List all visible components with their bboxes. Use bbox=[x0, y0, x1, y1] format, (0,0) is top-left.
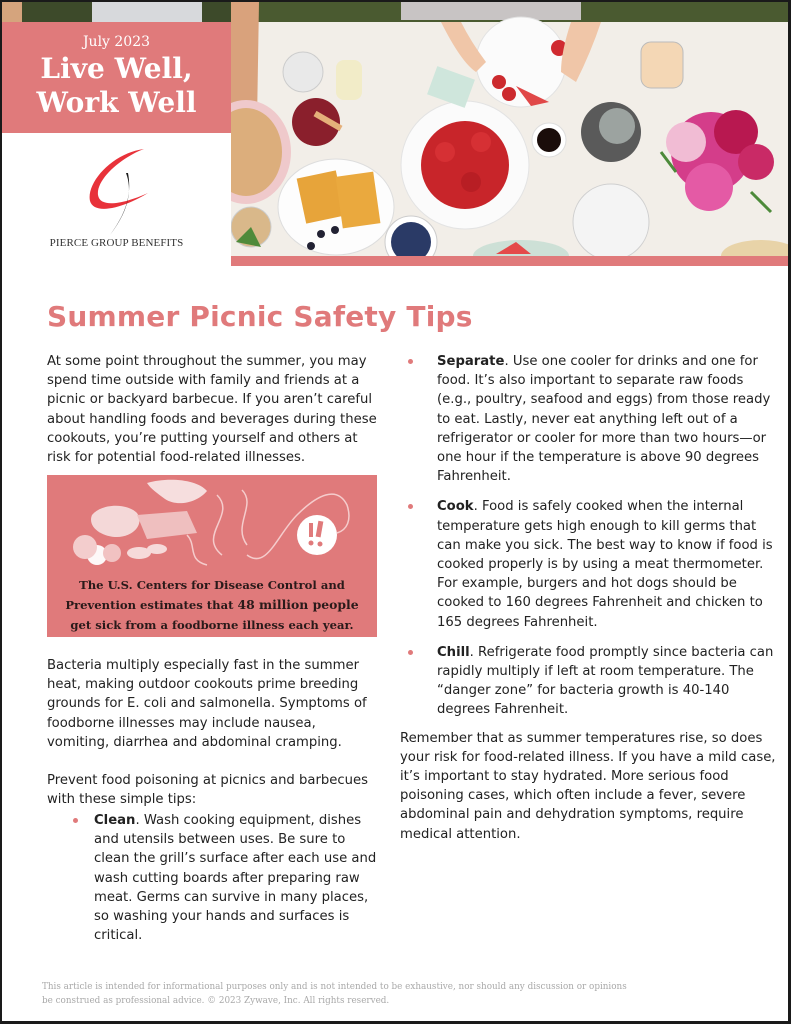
intro-paragraph: At some point throughout the summer, you may spend time outside with family and friends at a picnic or backyard barbecue. If you aren’t careful about handling foods and beverages during these cookouts, you’re putting yourself and others at risk for potential food-related illnesses. bbox=[47, 354, 377, 466]
stat-highlight: 48 million people bbox=[237, 597, 359, 612]
left-column-lower bbox=[47, 656, 382, 828]
article-title: Summer Picnic Safety Tips bbox=[47, 300, 473, 333]
photo-accent-strip bbox=[231, 256, 788, 266]
cdc-infographic bbox=[47, 475, 377, 637]
header-photo bbox=[231, 2, 788, 256]
newsletter-page bbox=[2, 2, 788, 1021]
masthead bbox=[2, 22, 231, 133]
photo-top-strip bbox=[2, 2, 231, 22]
tips-intro: Prevent food poisoning at picnics and barbecues with these simple tips: bbox=[47, 773, 368, 808]
tip-chill: Chill. Refrigerate food promptly since bacteria can rapidly multiply if left at room temperature. The “danger zone” for bacteria growth is 40-140 degrees Fahrenheit. bbox=[400, 643, 780, 720]
tips-list-right bbox=[400, 352, 780, 720]
bullet-dot-icon bbox=[408, 650, 413, 655]
closing-paragraph: Remember that as summer temperatures rise, so does your risk for food-related illness. If you have a mild case, it’s important to stay hydrated. More serious food poisoning cases, which often include a fever, severe abdominal pain and dehydration symptoms, require medical attention. bbox=[400, 730, 776, 842]
tip-clean: Clean. Wash cooking equipment, dishes and utensils between uses. Be sure to clean the grill’s surface after each use and wash cutting boards after preparing raw meat. Germs can survive in many places, so washing your hands and surfaces is critical. bbox=[47, 811, 382, 945]
right-column bbox=[400, 352, 780, 863]
bacteria-paragraph: Bacteria multiply especially fast in the summer heat, making outdoor cookouts prime breeding grounds for E. coli and salmonella. Symptoms of foodborne illnesses may include nausea, vomiting, diarrhea and abdominal cramping. bbox=[47, 658, 367, 750]
bullet-dot-icon bbox=[408, 504, 413, 509]
foodborne-illness-illustration bbox=[47, 475, 377, 575]
bullet-dot-icon bbox=[73, 818, 78, 823]
tip-cook: Cook. Food is safely cooked when the internal temperature gets high enough to kill germs that can make you sick. The best way to know if food is cooked properly is by using a meat thermometer. For example, burgers and hot dogs should be cooked to 160 degrees Fahrenheit and chicken to 165 degrees Fahrenheit. bbox=[400, 497, 780, 631]
pierce-logo-icon bbox=[82, 143, 152, 238]
logo-wordmark: PIERCE GROUP BENEFITS bbox=[49, 237, 184, 249]
legal-disclaimer: This article is intended for informational purposes only and is not intended to be exhaustive, nor should any discussion or opinions be construed as professional advice. © 2023 Zywave, Inc. All rights reserved. bbox=[42, 982, 627, 1006]
bullet-dot-icon bbox=[408, 359, 413, 364]
newsletter-title: Live Well, Work Well bbox=[36, 52, 197, 119]
picnic-photo-illustration bbox=[231, 2, 788, 256]
issue-date: July 2023 bbox=[82, 34, 151, 50]
tips-list-left bbox=[47, 811, 382, 945]
tip-separate: Separate. Use one cooler for drinks and one for food. It’s also important to separate raw foods (e.g., poultry, seafood and eggs) from those ready to eat. Lastly, never eat anything left out of a refrigerator or cooler for more than two hours—or one hour if the temperature is above 90 degrees Fahrenheit. bbox=[400, 352, 780, 486]
company-logo bbox=[2, 133, 231, 266]
left-column bbox=[47, 352, 377, 486]
cdc-statistic: The U.S. Centers for Disease Control and Prevention estimates that 48 million people get sick from a foodborne illness each year. bbox=[65, 578, 359, 632]
